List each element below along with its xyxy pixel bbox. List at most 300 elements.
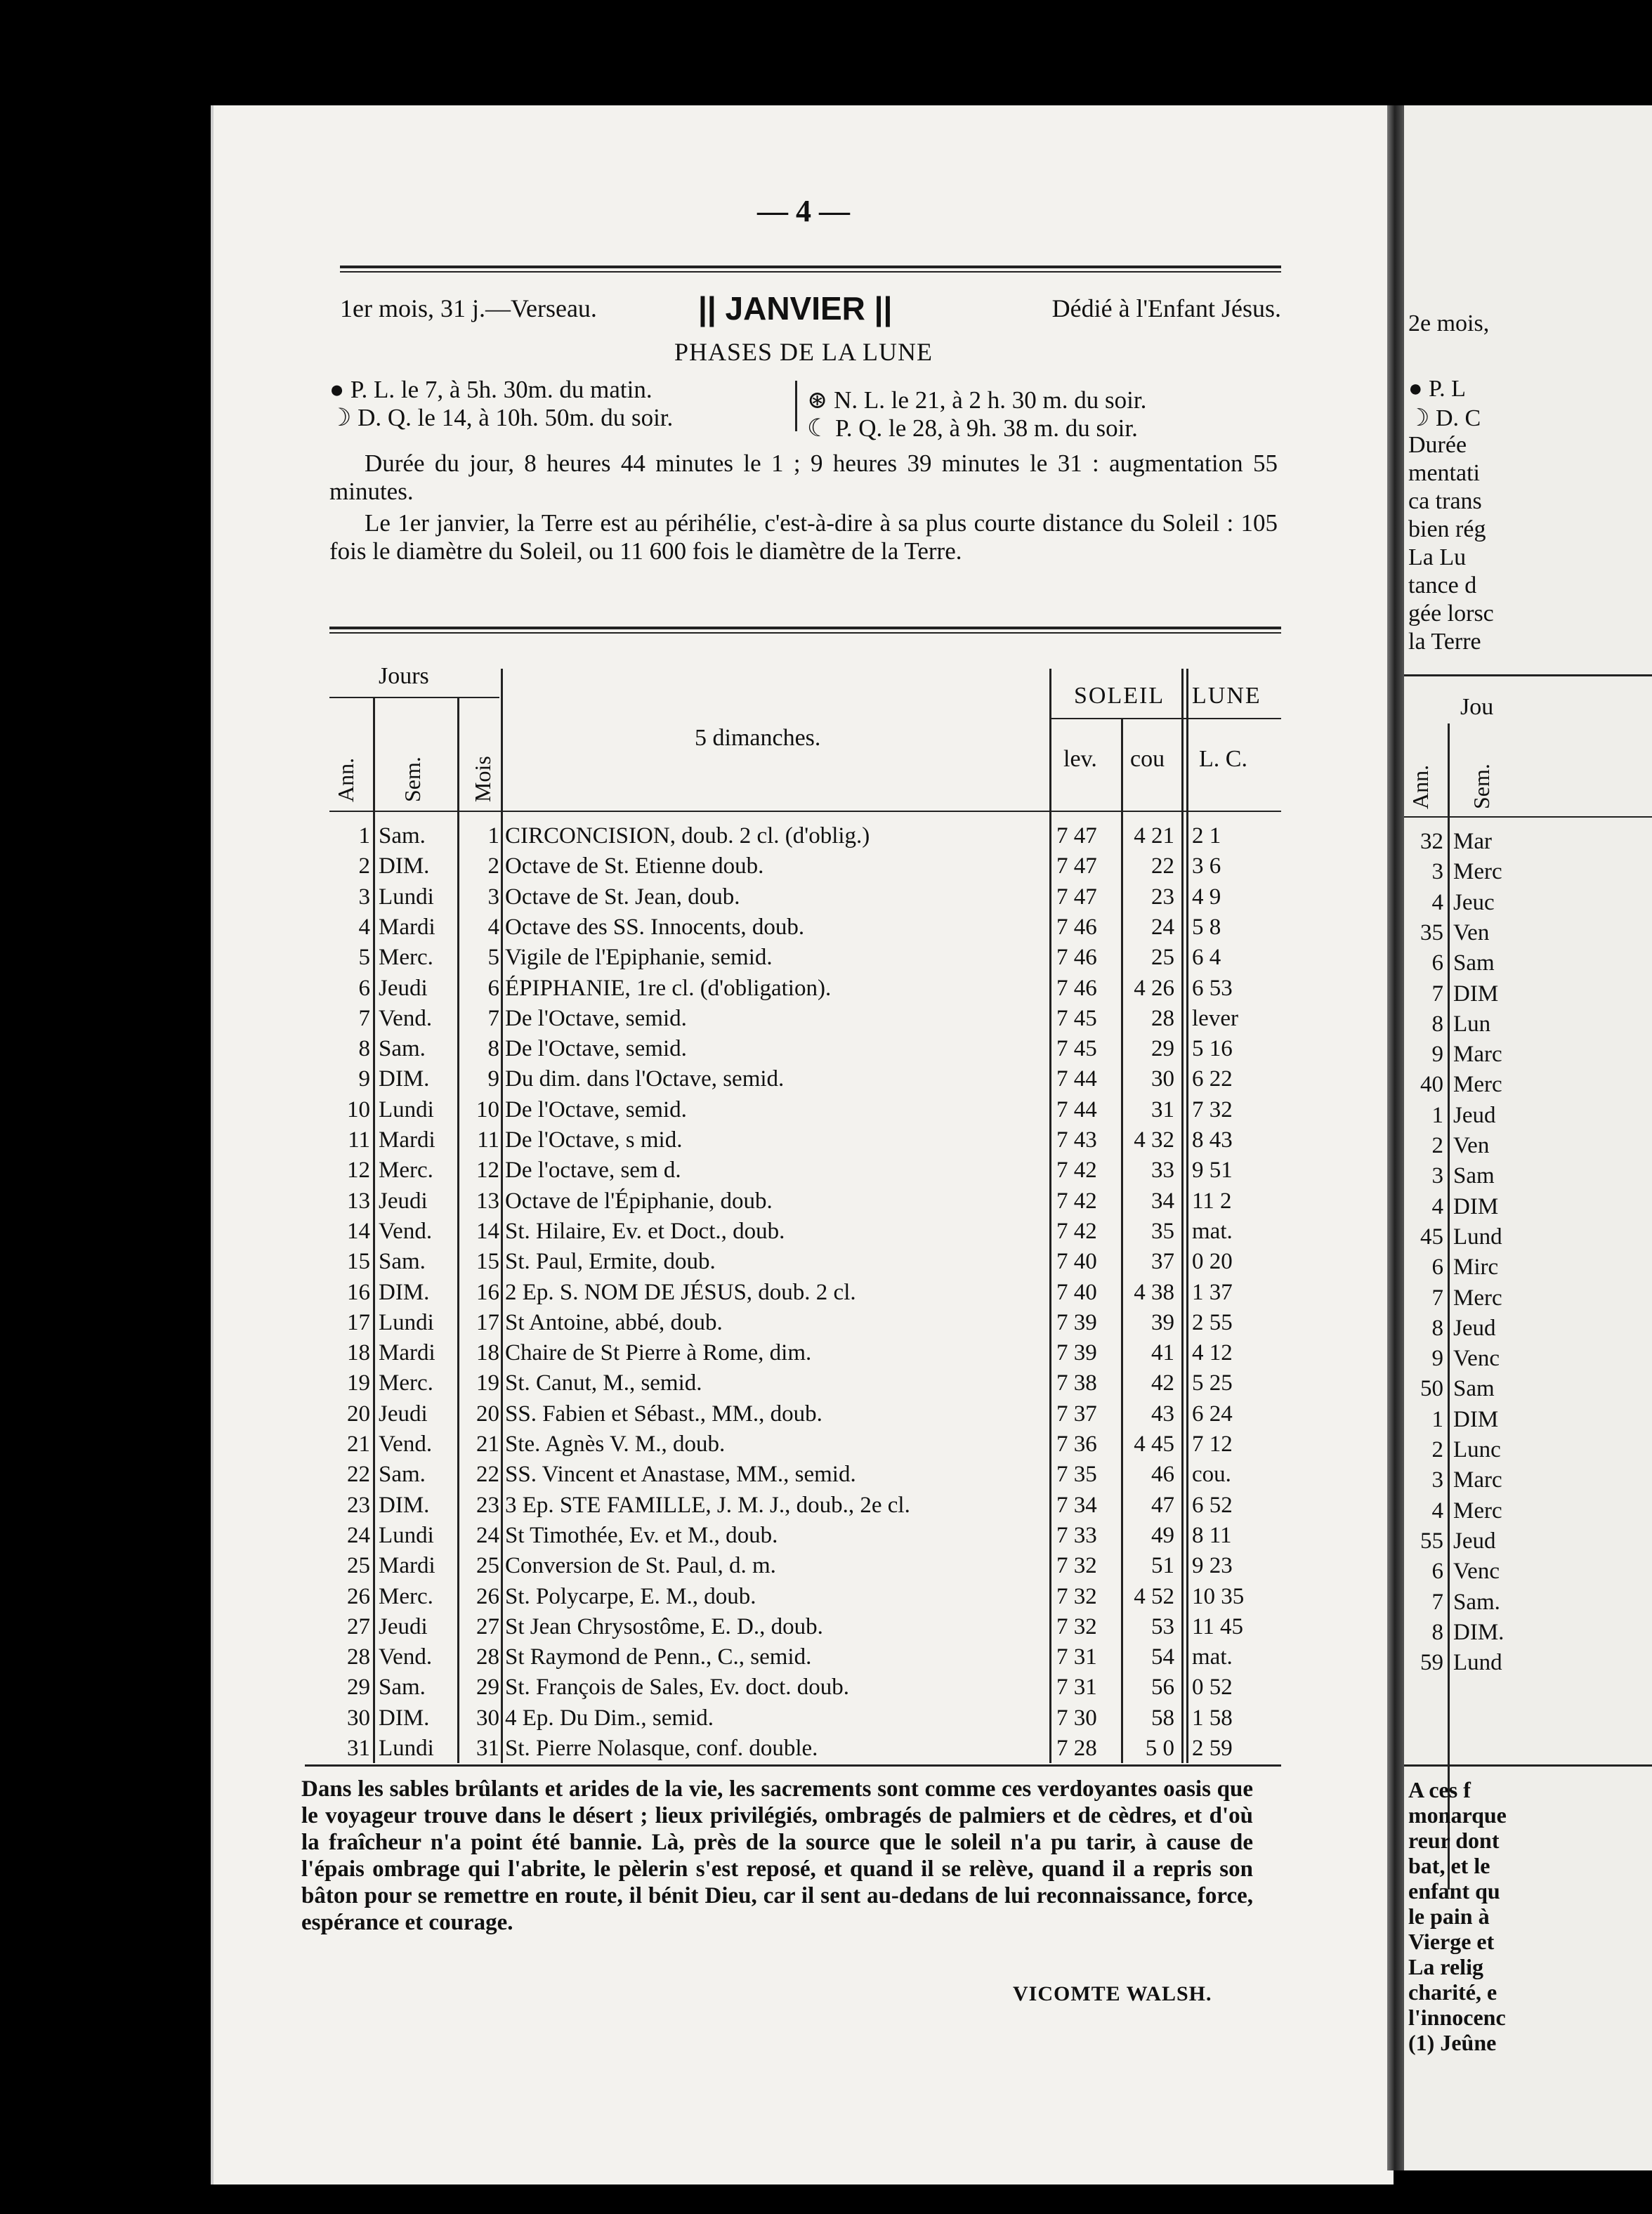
- cell-ann: 25: [347, 1553, 370, 1579]
- cell-cou: 23: [1151, 884, 1174, 910]
- cell-lune: 11 2: [1192, 1188, 1232, 1214]
- cell-cou: 25: [1151, 945, 1174, 971]
- quote-author: VICOMTE WALSH.: [1013, 1982, 1212, 2005]
- right-cell-ann: 1: [1431, 1102, 1443, 1128]
- cell-fete: 2 Ep. S. NOM DE JÉSUS, doub. 2 cl.: [505, 1279, 856, 1305]
- right-cell-sem: Merc: [1453, 1072, 1502, 1098]
- table-row: [329, 823, 1281, 853]
- table-row: [329, 884, 1281, 914]
- header-sem: Sem.: [400, 756, 425, 802]
- cell-ann: 20: [347, 1401, 370, 1427]
- cell-fete: CIRCONCISION, doub. 2 cl. (d'oblig.): [505, 823, 870, 849]
- right-cell-ann: 8: [1431, 1315, 1443, 1341]
- cell-sem: Lundi: [379, 884, 434, 910]
- cell-ann: 11: [348, 1127, 370, 1153]
- cell-cou: 4 21: [1134, 823, 1174, 849]
- cell-mois: 14: [476, 1218, 499, 1244]
- right-col-sep: [1448, 723, 1450, 1889]
- cell-ann: 2: [358, 853, 370, 879]
- right-header: 2e mois,: [1408, 310, 1490, 336]
- right-line: la Terre: [1408, 629, 1481, 655]
- cell-fete: Chaire de St Pierre à Rome, dim.: [505, 1340, 812, 1366]
- cell-fete: St. Pierre Nolasque, conf. double.: [505, 1736, 818, 1761]
- cell-sem: Vend.: [379, 1644, 433, 1670]
- right-cell-ann: 35: [1420, 919, 1443, 945]
- cell-ann: 12: [347, 1158, 370, 1184]
- right-foot-line: reur dont: [1408, 1828, 1500, 1853]
- cell-mois: 5: [487, 945, 499, 971]
- right-page: [1404, 105, 1652, 2170]
- right-cell-ann: 6: [1431, 950, 1443, 976]
- cell-sem: Sam.: [379, 1036, 426, 1062]
- cell-lev: 7 32: [1056, 1613, 1097, 1639]
- right-phase-2: ☽ D. C: [1408, 405, 1481, 431]
- cell-lev: 7 40: [1056, 1249, 1097, 1275]
- table-row: [329, 1310, 1281, 1339]
- cell-cou: 51: [1151, 1553, 1174, 1579]
- cell-ann: 26: [347, 1583, 370, 1609]
- cell-fete: SS. Fabien et Sébast., MM., doub.: [505, 1401, 822, 1427]
- month-header: [340, 289, 1281, 332]
- cell-sem: Mardi: [379, 1127, 435, 1153]
- cell-fete: De l'Octave, semid.: [505, 1096, 687, 1122]
- cell-lev: 7 44: [1056, 1096, 1097, 1122]
- right-cell-sem: Jeud: [1453, 1315, 1496, 1341]
- cell-lune: 7 12: [1192, 1432, 1233, 1457]
- right-cell-sem: Sam.: [1453, 1589, 1500, 1615]
- right-cell-sem: Mirc: [1453, 1255, 1499, 1280]
- cell-mois: 24: [476, 1522, 499, 1548]
- table-top-rule: [329, 627, 1281, 634]
- cell-mois: 13: [476, 1188, 499, 1214]
- cell-lev: 7 46: [1056, 914, 1097, 940]
- cell-fete: De l'octave, sem d.: [505, 1158, 681, 1184]
- cell-cou: 4 52: [1134, 1583, 1174, 1609]
- cell-fete: SS. Vincent et Anastase, MM., semid.: [505, 1462, 856, 1488]
- cell-fete: St. Hilaire, Ev. et Doct., doub.: [505, 1218, 785, 1244]
- header-lc: L. C.: [1199, 746, 1247, 772]
- cell-mois: 2: [487, 853, 499, 879]
- table-row: [329, 1219, 1281, 1248]
- cell-lune: 0 20: [1192, 1249, 1233, 1275]
- right-cell-ann: 9: [1431, 1346, 1443, 1372]
- table-row: [329, 1462, 1281, 1491]
- header-lev: lev.: [1063, 746, 1097, 772]
- cell-mois: 12: [476, 1158, 499, 1184]
- header-ann: Ann.: [333, 757, 358, 802]
- cell-cou: 30: [1151, 1066, 1174, 1092]
- cell-sem: Vend.: [379, 1005, 433, 1031]
- cell-lune: 10 35: [1192, 1583, 1245, 1609]
- table-row: [329, 1340, 1281, 1370]
- cell-cou: 4 38: [1134, 1279, 1174, 1305]
- cell-mois: 7: [487, 1005, 499, 1031]
- table-row: [329, 1006, 1281, 1035]
- cell-mois: 23: [476, 1492, 499, 1518]
- cell-ann: 7: [358, 1005, 370, 1031]
- table-row: [329, 1158, 1281, 1187]
- right-cell-ann: 7: [1431, 981, 1443, 1007]
- right-foot-line: l'innocenc: [1408, 2005, 1506, 2030]
- cell-mois: 18: [476, 1340, 499, 1366]
- cell-cou: 28: [1151, 1005, 1174, 1031]
- cell-cou: 42: [1151, 1370, 1174, 1396]
- cell-sem: Lundi: [379, 1096, 434, 1122]
- cell-lune: 4 9: [1192, 884, 1221, 910]
- cell-lune: 4 12: [1192, 1340, 1233, 1366]
- cell-lev: 7 33: [1056, 1522, 1097, 1548]
- cell-cou: 5 0: [1145, 1736, 1174, 1761]
- right-line: mentati: [1408, 460, 1480, 486]
- cell-sem: Jeudi: [379, 1613, 428, 1639]
- header-lune: LUNE: [1192, 683, 1261, 709]
- header-dimanches: 5 dimanches.: [695, 725, 821, 751]
- cell-lune: 5 8: [1192, 914, 1221, 940]
- left-page: [211, 105, 1394, 2184]
- cell-mois: 1: [487, 823, 499, 849]
- month-title: || JANVIER ||: [698, 290, 893, 327]
- cell-fete: Ste. Agnès V. M., doub.: [505, 1432, 726, 1457]
- right-foot-line: le pain à: [1408, 1904, 1490, 1929]
- phase-separator: [795, 381, 797, 431]
- table-row: [329, 1736, 1281, 1765]
- cell-lune: 5 16: [1192, 1036, 1233, 1062]
- cell-sem: Sam.: [379, 1462, 426, 1488]
- right-cell-ann: 8: [1431, 1011, 1443, 1037]
- right-foot-line: (1) Jeûne: [1408, 2030, 1497, 2055]
- table-row: [329, 1188, 1281, 1218]
- cell-sem: Vend.: [379, 1432, 433, 1457]
- cell-sem: Lundi: [379, 1309, 434, 1335]
- soleil-lune-underline: [1049, 718, 1281, 719]
- cell-cou: 31: [1151, 1096, 1174, 1122]
- right-cell-sem: DIM: [1453, 1406, 1499, 1432]
- cell-ann: 16: [347, 1279, 370, 1305]
- right-col-jours: Jou: [1460, 694, 1494, 720]
- cell-lev: 7 40: [1056, 1279, 1097, 1305]
- cell-fete: Conversion de St. Paul, d. m.: [505, 1553, 776, 1579]
- right-col-ann: Ann.: [1408, 764, 1433, 809]
- table-row: [329, 1432, 1281, 1461]
- header-cou: cou: [1130, 746, 1165, 772]
- cell-cou: 34: [1151, 1188, 1174, 1214]
- right-line: tance d: [1408, 572, 1477, 598]
- cell-ann: 29: [347, 1675, 370, 1701]
- right-cell-sem: Sam: [1453, 1163, 1495, 1189]
- cell-fete: Octave des SS. Innocents, doub.: [505, 914, 805, 940]
- cell-lune: 2 1: [1192, 823, 1221, 849]
- calendar-table: [329, 627, 1281, 1764]
- cell-lev: 7 45: [1056, 1036, 1097, 1062]
- right-cell-ann: 6: [1431, 1255, 1443, 1280]
- cell-lev: 7 43: [1056, 1127, 1097, 1153]
- right-cell-sem: DIM.: [1453, 1619, 1504, 1645]
- cell-lune: lever: [1192, 1005, 1238, 1031]
- right-cell-ann: 4: [1431, 1498, 1443, 1524]
- table-row: [329, 1036, 1281, 1066]
- table-row: [329, 1705, 1281, 1735]
- cell-lune: 6 4: [1192, 945, 1221, 971]
- cell-lune: 7 32: [1192, 1096, 1233, 1122]
- table-row: [329, 1675, 1281, 1704]
- cell-mois: 25: [476, 1553, 499, 1579]
- right-cell-sem: Marc: [1453, 1467, 1502, 1493]
- cell-lev: 7 37: [1056, 1401, 1097, 1427]
- right-line: bien rég: [1408, 516, 1486, 542]
- cell-cou: 41: [1151, 1340, 1174, 1366]
- cell-sem: DIM.: [379, 1705, 430, 1731]
- cell-ann: 13: [347, 1188, 370, 1214]
- cell-lev: 7 32: [1056, 1553, 1097, 1579]
- cell-ann: 28: [347, 1644, 370, 1670]
- cell-fete: St Antoine, abbé, doub.: [505, 1309, 723, 1335]
- right-cell-sem: Ven: [1453, 1133, 1490, 1158]
- right-cell-sem: Sam: [1453, 950, 1495, 976]
- cell-sem: Mardi: [379, 1553, 435, 1579]
- cell-lune: 3 6: [1192, 853, 1221, 879]
- cell-ann: 27: [347, 1613, 370, 1639]
- cell-lev: 7 35: [1056, 1462, 1097, 1488]
- jours-underline: [329, 697, 499, 698]
- right-cell-sem: DIM: [1453, 981, 1499, 1007]
- cell-sem: Sam.: [379, 823, 426, 849]
- table-bottom-rule: [305, 1764, 1281, 1767]
- cell-mois: 30: [476, 1705, 499, 1731]
- cell-lune: 6 52: [1192, 1492, 1233, 1518]
- table-row: [329, 976, 1281, 1005]
- header-mois: Mois: [470, 756, 495, 802]
- right-cell-sem: Merc: [1453, 1498, 1502, 1524]
- cell-lev: 7 39: [1056, 1340, 1097, 1366]
- right-cell-sem: Jeuc: [1453, 889, 1495, 915]
- right-cell-ann: 2: [1431, 1133, 1443, 1158]
- table-row: [329, 1584, 1281, 1613]
- right-foot-line: Vierge et: [1408, 1929, 1495, 1954]
- cell-cou: 46: [1151, 1462, 1174, 1488]
- cell-fete: De l'Octave, s mid.: [505, 1127, 683, 1153]
- cell-mois: 17: [476, 1309, 499, 1335]
- cell-lev: 7 46: [1056, 945, 1097, 971]
- cell-lune: 8 11: [1192, 1522, 1232, 1548]
- page-number: — 4 —: [757, 194, 850, 228]
- cell-lune: mat.: [1192, 1218, 1233, 1244]
- perihelion-note: Le 1er janvier, la Terre est au périhélie, c'est-à-dire à sa plus courte distance du Soleil : 105 fois le diamètre du Soleil, ou 11 600 fois le diamètre de la Terre.: [329, 509, 1278, 565]
- table-row: [329, 1370, 1281, 1400]
- cell-fete: St Jean Chrysostôme, E. D., doub.: [505, 1613, 823, 1639]
- right-cell-sem: Lunc: [1453, 1437, 1501, 1462]
- cell-mois: 27: [476, 1613, 499, 1639]
- cell-ann: 24: [347, 1522, 370, 1548]
- cell-fete: St Timothée, Ev. et M., doub.: [505, 1522, 778, 1548]
- cell-sem: Merc.: [379, 1583, 433, 1609]
- cell-ann: 1: [358, 823, 370, 849]
- cell-mois: 22: [476, 1462, 499, 1488]
- cell-cou: 4 26: [1134, 975, 1174, 1001]
- cell-lev: 7 31: [1056, 1675, 1097, 1701]
- cell-ann: 31: [347, 1736, 370, 1761]
- right-cell-ann: 3: [1431, 859, 1443, 885]
- cell-sem: Lundi: [379, 1522, 434, 1548]
- cell-mois: 19: [476, 1370, 499, 1396]
- cell-ann: 22: [347, 1462, 370, 1488]
- cell-cou: 24: [1151, 914, 1174, 940]
- cell-lev: 7 30: [1056, 1705, 1097, 1731]
- cell-mois: 21: [476, 1432, 499, 1457]
- cell-fete: St. François de Sales, Ev. doct. doub.: [505, 1675, 850, 1701]
- cell-cou: 29: [1151, 1036, 1174, 1062]
- phases-title: PHASES DE LA LUNE: [674, 338, 933, 366]
- right-cell-ann: 1: [1431, 1406, 1443, 1432]
- right-cell-ann: 3: [1431, 1163, 1443, 1189]
- right-cell-ann: 40: [1420, 1072, 1443, 1098]
- cell-ann: 17: [347, 1309, 370, 1335]
- cell-sem: DIM.: [379, 1492, 430, 1518]
- table-row: [329, 1553, 1281, 1583]
- right-line: Durée: [1408, 432, 1467, 458]
- right-phase-1: ● P. L: [1408, 376, 1466, 402]
- right-cell-sem: Lun: [1453, 1011, 1491, 1037]
- cell-mois: 26: [476, 1583, 499, 1609]
- cell-lev: 7 44: [1056, 1066, 1097, 1092]
- right-line: gée lorsc: [1408, 601, 1494, 627]
- right-col-sem: Sem.: [1469, 764, 1494, 809]
- cell-lune: cou.: [1192, 1462, 1231, 1488]
- right-cell-sem: Merc: [1453, 1285, 1502, 1311]
- cell-fete: Vigile de l'Epiphanie, semid.: [505, 945, 773, 971]
- cell-lune: 9 51: [1192, 1158, 1233, 1184]
- right-foot-line: charité, e: [1408, 1979, 1497, 2005]
- cell-lune: 5 25: [1192, 1370, 1233, 1396]
- right-cell-sem: Ven: [1453, 919, 1490, 945]
- right-cell-sem: Jeud: [1453, 1102, 1496, 1128]
- cell-fete: ÉPIPHANIE, 1re cl. (d'obligation).: [505, 975, 832, 1001]
- right-cell-sem: Mar: [1453, 829, 1492, 854]
- table-row: [329, 1614, 1281, 1644]
- right-cell-sem: Sam: [1453, 1376, 1495, 1402]
- table-row: [329, 1401, 1281, 1431]
- cell-cou: 33: [1151, 1158, 1174, 1184]
- cell-cou: 56: [1151, 1675, 1174, 1701]
- cell-cou: 4 45: [1134, 1432, 1174, 1457]
- right-cell-ann: 50: [1420, 1376, 1443, 1402]
- cell-mois: 11: [477, 1127, 499, 1153]
- cell-lev: 7 42: [1056, 1158, 1097, 1184]
- cell-lune: 1 58: [1192, 1705, 1233, 1731]
- cell-ann: 5: [358, 945, 370, 971]
- cell-lev: 7 28: [1056, 1736, 1097, 1761]
- cell-lev: 7 32: [1056, 1583, 1097, 1609]
- right-cell-sem: DIM: [1453, 1193, 1499, 1219]
- table-row: [329, 1523, 1281, 1552]
- cell-cou: 39: [1151, 1309, 1174, 1335]
- cell-fete: Octave de l'Épiphanie, doub.: [505, 1188, 773, 1214]
- cell-fete: 4 Ep. Du Dim., semid.: [505, 1705, 714, 1731]
- table-row: [329, 945, 1281, 974]
- cell-lev: 7 47: [1056, 823, 1097, 849]
- cell-sem: Merc.: [379, 1158, 433, 1184]
- cell-fete: Octave de St. Etienne doub.: [505, 853, 764, 879]
- cell-fete: De l'Octave, semid.: [505, 1005, 687, 1031]
- header-right: Dédié à l'Enfant Jésus.: [1051, 294, 1281, 322]
- cell-ann: 4: [358, 914, 370, 940]
- cell-ann: 6: [358, 975, 370, 1001]
- cell-lev: 7 36: [1056, 1432, 1097, 1457]
- table-row: [329, 1127, 1281, 1157]
- cell-cou: 43: [1151, 1401, 1174, 1427]
- cell-lune: 2 59: [1192, 1736, 1233, 1761]
- right-cell-ann: 59: [1420, 1650, 1443, 1676]
- cell-sem: Jeudi: [379, 1401, 428, 1427]
- cell-sem: Vend.: [379, 1218, 433, 1244]
- right-cell-ann: 4: [1431, 1193, 1443, 1219]
- right-cell-sem: Marc: [1453, 1042, 1502, 1068]
- cell-lune: 9 23: [1192, 1553, 1233, 1579]
- cell-lev: 7 39: [1056, 1309, 1097, 1335]
- right-foot-line: La relig: [1408, 1954, 1483, 1979]
- right-cell-ann: 8: [1431, 1619, 1443, 1645]
- cell-lune: 0 52: [1192, 1675, 1233, 1701]
- right-cell-ann: 6: [1431, 1559, 1443, 1585]
- table-row: [329, 915, 1281, 944]
- right-line: La Lu: [1408, 544, 1467, 570]
- cell-sem: DIM.: [379, 1279, 430, 1305]
- cell-lev: 7 42: [1056, 1188, 1097, 1214]
- cell-mois: 8: [487, 1036, 499, 1062]
- cell-ann: 23: [347, 1492, 370, 1518]
- cell-cou: 53: [1151, 1613, 1174, 1639]
- cell-cou: 49: [1151, 1522, 1174, 1548]
- right-cell-ann: 9: [1431, 1042, 1443, 1068]
- cell-sem: Jeudi: [379, 1188, 428, 1214]
- cell-lev: 7 31: [1056, 1644, 1097, 1670]
- cell-lune: mat.: [1192, 1644, 1233, 1670]
- cell-lune: 6 53: [1192, 975, 1233, 1001]
- cell-cou: 22: [1151, 853, 1174, 879]
- table-row: [329, 1097, 1281, 1127]
- cell-sem: DIM.: [379, 853, 430, 879]
- right-cell-sem: Jeud: [1453, 1528, 1496, 1554]
- right-foot-line: monarque: [1408, 1802, 1507, 1828]
- cell-fete: St. Paul, Ermite, doub.: [505, 1249, 716, 1275]
- cell-lune: 6 24: [1192, 1401, 1233, 1427]
- cell-ann: 8: [358, 1036, 370, 1062]
- cell-fete: St. Polycarpe, E. M., doub.: [505, 1583, 756, 1609]
- cell-sem: Sam.: [379, 1675, 426, 1701]
- cell-mois: 20: [476, 1401, 499, 1427]
- cell-lune: 2 55: [1192, 1309, 1233, 1335]
- cell-ann: 9: [358, 1066, 370, 1092]
- cell-lev: 7 38: [1056, 1370, 1097, 1396]
- right-cell-ann: 55: [1420, 1528, 1443, 1554]
- phase-dq: ☽ D. Q. le 14, à 10h. 50m. du soir.: [329, 404, 674, 431]
- cell-sem: Merc.: [379, 945, 433, 971]
- cell-ann: 21: [347, 1432, 370, 1457]
- table-row: [329, 853, 1281, 883]
- cell-mois: 10: [476, 1096, 499, 1122]
- top-rule: [340, 266, 1281, 273]
- phase-pl: ● P. L. le 7, à 5h. 30m. du matin.: [329, 376, 653, 403]
- cell-mois: 29: [476, 1675, 499, 1701]
- cell-ann: 30: [347, 1705, 370, 1731]
- right-cell-ann: 32: [1420, 829, 1443, 854]
- cell-cou: 47: [1151, 1492, 1174, 1518]
- right-header-rule: [1404, 816, 1652, 818]
- cell-mois: 15: [476, 1249, 499, 1275]
- cell-lune: 8 43: [1192, 1127, 1233, 1153]
- cell-sem: Lundi: [379, 1736, 434, 1761]
- right-cell-sem: Lund: [1453, 1224, 1502, 1250]
- cell-lev: 7 34: [1056, 1492, 1097, 1518]
